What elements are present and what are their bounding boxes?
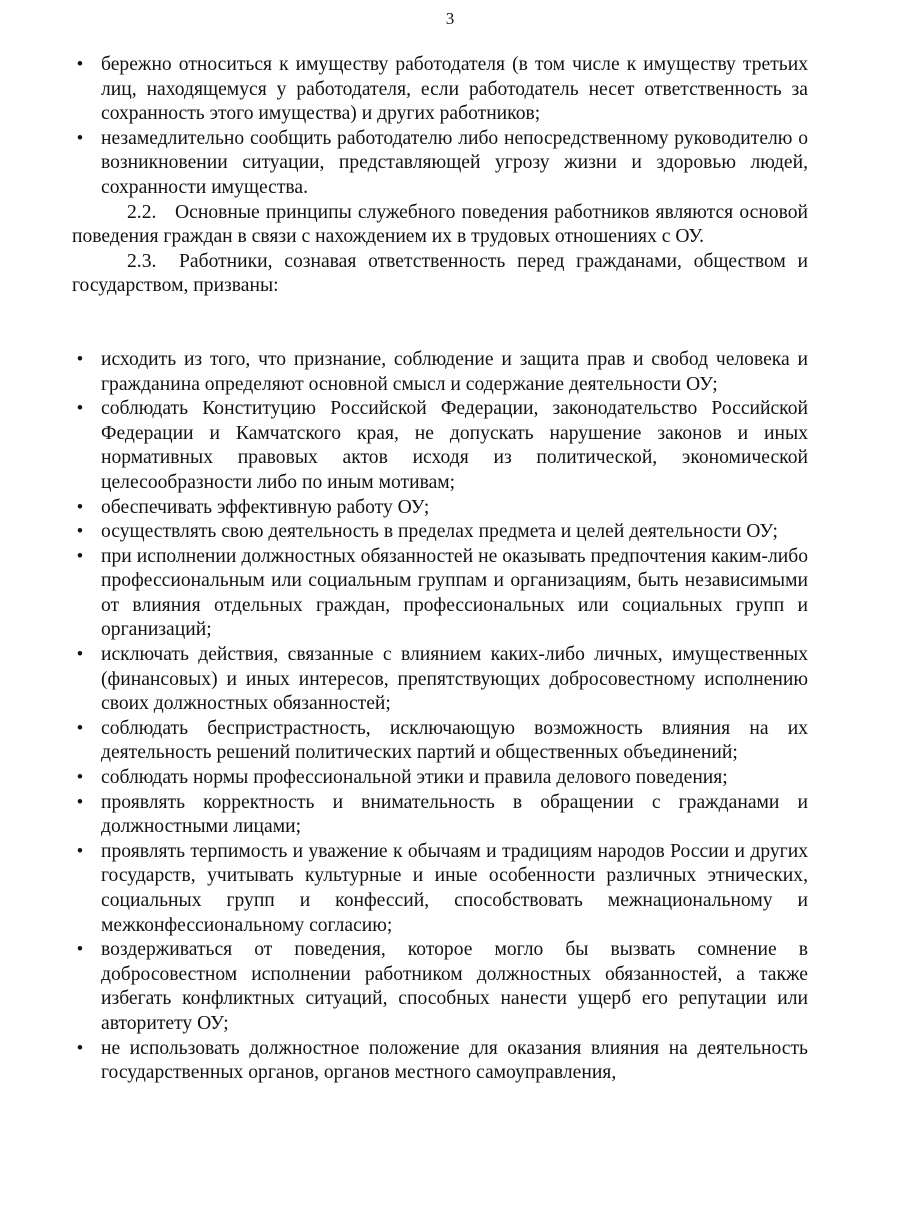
list-item-text: осуществлять свою деятельность в пределах предмета и целей деятельности ОУ; [101, 521, 778, 543]
bullet-icon: • [76, 545, 84, 567]
section-2-3 [72, 250, 808, 299]
section-number: 2.3. [127, 250, 157, 272]
section-text: Основные принципы служебного поведения работников являются основой поведения граждан в связи с нахождением их в трудовых отношениях с ОУ. [72, 201, 808, 248]
bullet-icon: • [76, 398, 84, 420]
list-item-text: при исполнении должностных обязанностей не оказывать предпочтения каким-либо профессиональным или социальным группам и организациям, быть независимыми от влияния отдельных граждан, профессиональных или социальных групп и организаций; [101, 545, 808, 641]
list-item [72, 545, 808, 643]
bullet-icon: • [76, 791, 84, 813]
list-item-text: незамедлительно сообщить работодателю либо непосредственному руководителю о возникновении ситуации, представляющей угрозу жизни и здоровью людей, сохранности имущества. [101, 127, 808, 198]
list-item [72, 840, 808, 938]
list-item [72, 496, 808, 521]
list-item [72, 938, 808, 1036]
bullet-icon: • [76, 521, 84, 543]
bullet-icon: • [76, 840, 84, 862]
list-item [72, 766, 808, 791]
list-item [72, 53, 808, 127]
list-item [72, 397, 808, 495]
list-item [72, 643, 808, 717]
section-text: Работники, сознавая ответственность перед гражданами, обществом и государством, призваны: [72, 250, 808, 297]
list-item-text: соблюдать Конституцию Российской Федерации, законодательство Российской Федерации и Камчатского края, не допускать нарушение законов и иных нормативных правовых актов исходя из политической, экономической целесообразности либо по иным мотивам; [101, 398, 808, 493]
bullet-icon: • [76, 717, 84, 739]
section-number: 2.2. [127, 201, 157, 223]
list-item-text: обеспечивать эффективную работу ОУ; [101, 496, 430, 518]
list-item-text: воздерживаться от поведения, которое могло бы вызвать сомнение в добросовестном исполнении работником должностных обязанностей, а также избегать конфликтных ситуаций, способных нанести ущерб его репутации или авторитету ОУ; [101, 939, 808, 1034]
section-2-2 [72, 201, 808, 250]
document-body [72, 53, 808, 1086]
list-item-text: исходить из того, что признание, соблюдение и защита прав и свобод человека и гражданина определяют основной смысл и содержание деятельности ОУ; [101, 348, 808, 395]
list-item [72, 127, 808, 201]
bullet-icon: • [76, 496, 84, 518]
bullet-icon: • [76, 54, 84, 75]
list-item [72, 791, 808, 840]
list-item [72, 520, 808, 545]
list-item-text: не использовать должностное положение для оказания влияния на деятельность государственных органов, органов местного самоуправления, [101, 1037, 808, 1084]
bullet-icon: • [76, 767, 84, 789]
list-item-text: проявлять терпимость и уважение к обычаям и традициям народов России и других государств, учитывать культурные и иные особенности различных этнических, социальных групп и конфессий, способствовать межнациональному и межконфессиональному согласию; [101, 840, 808, 936]
bullet-icon: • [76, 127, 84, 149]
list-item [72, 717, 808, 766]
list-item-text: соблюдать нормы профессиональной этики и правила делового поведения; [101, 767, 728, 789]
bullet-icon: • [76, 939, 84, 961]
list-item-text: исключать действия, связанные с влиянием каких-либо личных, имущественных (финансовых) и иных интересов, препятствующих добросовестному исполнению своих должностных обязанностей; [101, 644, 808, 715]
list-item [72, 348, 808, 397]
list-item-text: проявлять корректность и внимательность в обращении с гражданами и должностными лицами; [101, 791, 808, 838]
bullet-icon: • [76, 644, 84, 666]
bullet-icon: • [76, 1037, 84, 1059]
spacer [72, 299, 808, 348]
page-number: 3 [445, 9, 455, 28]
list-item-text: соблюдать беспристрастность, исключающую возможность влияния на их деятельность решений политических партий и общественных объединений; [101, 717, 808, 764]
list-item-text: бережно относиться к имуществу работодателя (в том числе к имуществу третьих лиц, находящемуся у работодателя, если работодатель несет ответственность за сохранность этого имущества) и других работников; [101, 54, 808, 125]
bullet-icon: • [76, 348, 84, 370]
list-item [72, 1037, 808, 1086]
